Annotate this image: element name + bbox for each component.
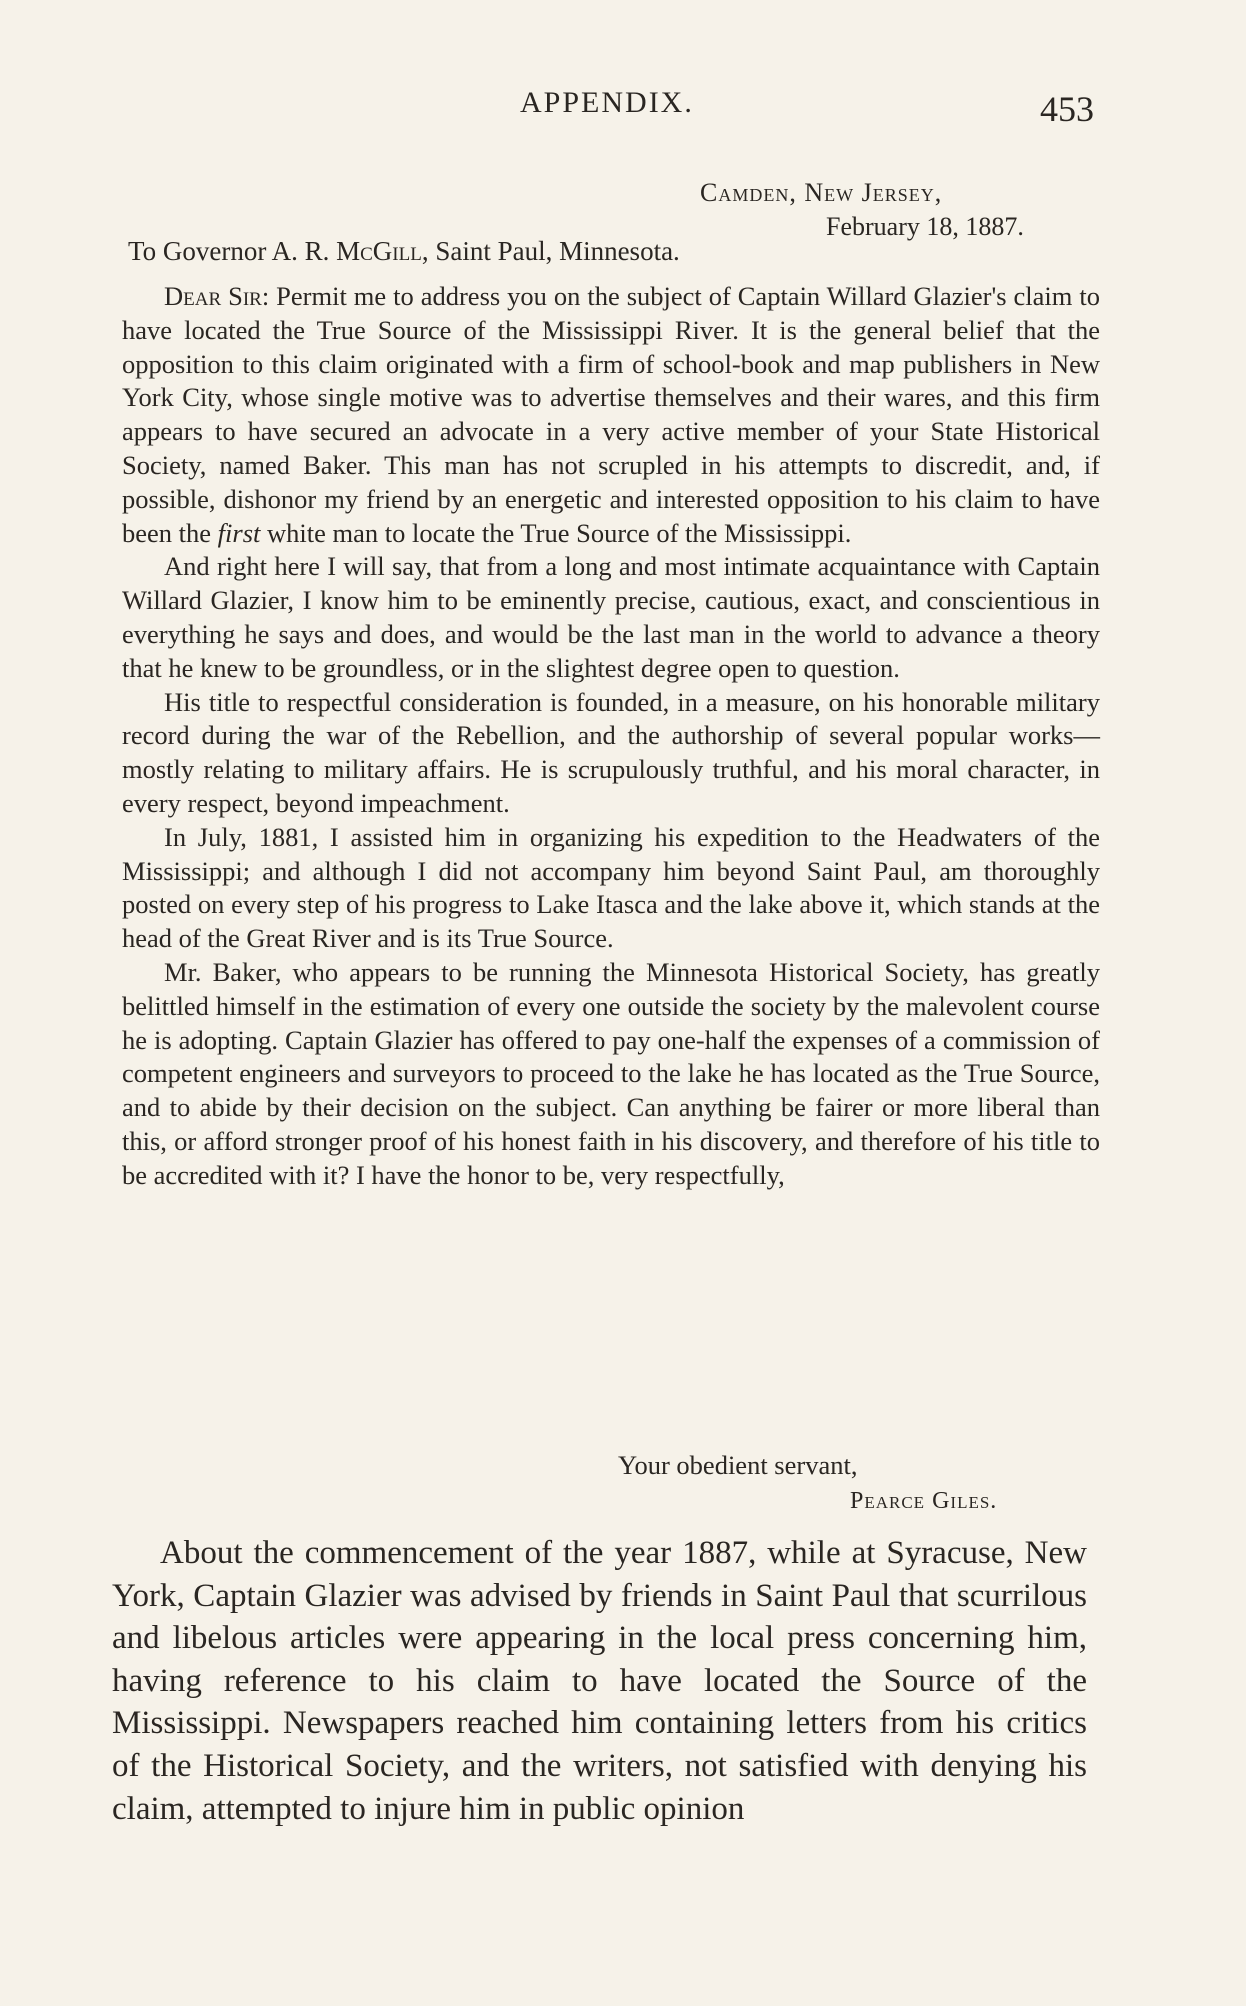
letter-paragraph: In July, 1881, I assisted him in organizing his expedition to the Headwaters of the Mississippi; and although I did not accompany him beyond Saint Paul, am thoroughly posted on every step of his progress to Lake Itasca and the lake above it, which stands at the head of the Great River and is its True Source.	[122, 821, 1100, 954]
letter-closing: Your obedient servant,	[618, 1450, 858, 1480]
letter-paragraph: Mr. Baker, who appears to be running the Minnesota Historical Society, has greatly belittled himself in the estimation of every one outside the society by the malevolent course he is adopting. Captain Glazier has offered to pay one-half the expenses of a commission of competent engineers and surveyors to proceed to the lake he has located as the True Source, and to abide by their decision on the subject. Can anything be fairer or more liberal than this, or afford stronger proof of his honest faith in his discovery, and therefore of his title to be accredited with it? I have the honor to be, very respectfully,	[122, 956, 1100, 1190]
letter-paragraph: And right here I will say, that from a long and most intimate acquaintance with Captain Willard Glazier, I know him to be eminently precise, cautious, exact, and conscientious in everything he says and does, and would be the last man in the world to advance a theory that he knew to be groundless, or in the slightest degree open to question.	[122, 551, 1100, 683]
addressee-suffix: , Saint Paul, Minnesota.	[421, 236, 680, 266]
running-head: APPENDIX.	[520, 86, 694, 119]
letter-date: February 18, 1887.	[826, 212, 1024, 241]
letter-addressee	[128, 236, 680, 267]
letter-paragraph: His title to respectful consideration is founded, in a measure, on his honorable military record during the war of the Rebellion, and the authorship of several popular works—mostly relating to military affairs. He is scrupulously truthful, and his moral character, in every respect, beyond impeachment.	[122, 686, 1100, 818]
letter-signature: Pearce Giles.	[850, 1488, 998, 1514]
paragraph-text: : Permit me to address you on the subject of Captain Willard Glazier's claim to have located the True Source of the Mississippi River. It is the general belief that the opposition to this claim originated with a firm of school-book and map publishers in New York City, whose single motive was to advertise themselves and their wares, and this firm appears to have secured an advocate in a very active member of your State Historical Society, named Baker. This man has not scrupled in his attempts to discredit, and, if possible, dishonor my friend by an energetic and interested opposition to his claim to have been the	[122, 281, 1100, 548]
paragraph-text: white man to locate the True Source of the Mississippi.	[260, 517, 852, 548]
salutation: Dear Sir	[164, 281, 262, 311]
narrative-paragraph: About the commencement of the year 1887, while at Syracuse, New York, Captain Glazier was advised by friends in Saint Paul that scurrilous and libelous articles were appearing in the local press concerning him, having reference to his claim to have located the Source of the Mississippi. Newspapers reached him containing letters from his critics of the Historical Society, and the writers, not satisfied with denying his claim, attempted to injure him in public opinion	[112, 1535, 1087, 1827]
page-number: 453	[1040, 89, 1094, 129]
letter-body	[122, 280, 1100, 1193]
addressee-name: McGill	[336, 236, 422, 266]
letter-paragraph	[122, 280, 1100, 550]
narrative-text	[112, 1532, 1087, 1830]
letter-place: Camden, New Jersey,	[700, 178, 943, 207]
addressee-prefix: To Governor A. R.	[128, 236, 337, 266]
emphasis-text: first	[217, 517, 261, 548]
